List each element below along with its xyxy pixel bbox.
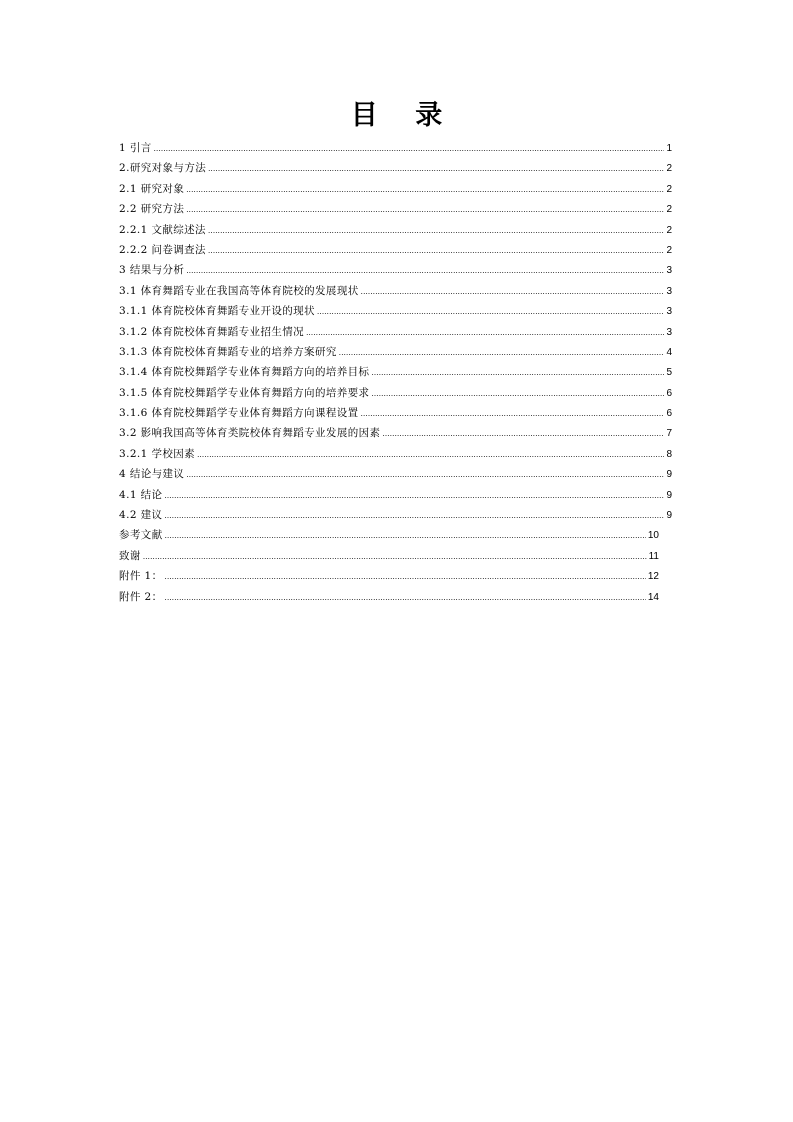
- toc-dot-leader: [361, 404, 665, 424]
- toc-page-number: 1: [666, 143, 672, 154]
- toc-dot-leader: [186, 465, 664, 485]
- toc-page-number: 3: [666, 306, 672, 318]
- toc-entry-label: 3.1 体育舞蹈专业在我国高等体育院校的发展现状: [119, 284, 359, 297]
- toc-title: 目 录: [350, 100, 457, 131]
- toc-dot-leader: [371, 384, 664, 404]
- toc-dot-leader: [197, 445, 664, 465]
- toc-page-number: 11: [648, 550, 659, 562]
- toc-entry[interactable]: [119, 342, 672, 362]
- toc-dot-leader: [208, 221, 664, 241]
- toc-entry-label: 3.1.1 体育院校体育舞蹈专业开设的现状: [119, 305, 315, 318]
- toc-entry-label: 附件 2：: [119, 590, 163, 603]
- toc-dot-leader: [186, 180, 664, 200]
- toc-page-number: 2: [666, 183, 672, 195]
- toc-page-number: 2: [666, 163, 672, 175]
- toc-entry[interactable]: [119, 403, 672, 423]
- toc-dot-leader: [361, 282, 665, 302]
- toc-entry-label: 2.1 研究对象: [119, 182, 185, 195]
- toc-entry[interactable]: [119, 199, 672, 219]
- toc-entry[interactable]: [119, 505, 672, 525]
- toc-page-number: 9: [666, 469, 672, 481]
- toc-dot-leader: [186, 261, 664, 281]
- toc-entry[interactable]: [119, 322, 672, 342]
- toc-entry[interactable]: [119, 301, 672, 321]
- toc-page-number: 9: [666, 510, 672, 522]
- toc-dot-leader: [382, 424, 664, 444]
- toc-dot-leader: [317, 302, 664, 322]
- toc-page-number: 10: [647, 530, 659, 542]
- toc-dot-leader: [164, 506, 664, 526]
- toc-entry-label: 3.1.5 体育院校舞蹈学专业体育舞蹈方向的培养要求: [119, 386, 370, 399]
- toc-entry[interactable]: [119, 525, 659, 545]
- table-of-contents: [119, 138, 672, 607]
- toc-entry[interactable]: [119, 444, 672, 464]
- toc-entry[interactable]: [119, 138, 672, 158]
- toc-page-number: 3: [666, 265, 672, 277]
- toc-entry-label: 4.2 建议: [119, 509, 163, 522]
- toc-entry-label: 2.研究对象与方法: [119, 162, 207, 175]
- toc-page-number: 5: [666, 367, 672, 379]
- toc-entry-label: 2.2.1 文献综述法: [119, 223, 206, 236]
- toc-page-number: 3: [666, 326, 672, 338]
- toc-entry-label: 3.2 影响我国高等体育类院校体育舞蹈专业发展的因素: [119, 427, 381, 440]
- toc-entry-label: 3.2.1 学校因素: [119, 447, 196, 460]
- toc-dot-leader: [165, 526, 646, 546]
- toc-dot-leader: [306, 323, 664, 343]
- toc-entry[interactable]: [119, 383, 672, 403]
- toc-dot-leader: [208, 159, 664, 179]
- toc-entry[interactable]: [119, 220, 672, 240]
- toc-entry-label: 致谢: [119, 549, 141, 562]
- toc-entry-label: 3.1.4 体育院校舞蹈学专业体育舞蹈方向的培养目标: [119, 366, 370, 379]
- toc-page-number: 12: [647, 571, 659, 583]
- toc-dot-leader: [164, 486, 664, 506]
- toc-entry-label: 3.1.6 体育院校舞蹈学专业体育舞蹈方向课程设置: [119, 407, 359, 420]
- toc-page-number: 8: [666, 448, 672, 460]
- toc-entry[interactable]: [119, 485, 672, 505]
- toc-dot-leader: [339, 343, 665, 363]
- toc-entry[interactable]: [119, 240, 672, 260]
- toc-entry-label: 4.1 结论: [119, 488, 163, 501]
- toc-dot-leader: [165, 588, 646, 608]
- toc-page-number: 14: [647, 591, 659, 603]
- toc-entry[interactable]: [119, 587, 659, 607]
- toc-dot-leader: [371, 363, 664, 383]
- toc-entry[interactable]: [119, 362, 672, 382]
- toc-entry[interactable]: [119, 566, 659, 586]
- toc-entry[interactable]: [119, 281, 672, 301]
- toc-entry-label: 2.2 研究方法: [119, 203, 185, 216]
- toc-entry-label: 1 引言: [119, 142, 152, 154]
- toc-entry[interactable]: [119, 260, 672, 280]
- toc-page-number: 2: [666, 224, 672, 236]
- toc-dot-leader: [165, 567, 646, 587]
- toc-page-number: 6: [666, 387, 672, 399]
- toc-entry-label: 3.1.3 体育院校体育舞蹈专业的培养方案研究: [119, 345, 337, 358]
- toc-entry-label: 3 结果与分析: [119, 264, 185, 277]
- toc-dot-leader: [208, 241, 664, 261]
- toc-page-number: 6: [666, 408, 672, 420]
- toc-entry-label: 3.1.2 体育院校体育舞蹈专业招生情况: [119, 325, 305, 338]
- toc-entry-label: 2.2.2 问卷调查法: [119, 243, 206, 256]
- toc-dot-leader: [154, 139, 665, 159]
- toc-entry-label: 参考文献: [119, 529, 163, 542]
- toc-dot-leader: [143, 547, 647, 567]
- toc-page-number: 2: [666, 244, 672, 256]
- toc-entry[interactable]: [119, 464, 672, 484]
- toc-entry-label: 附件 1：: [119, 570, 163, 583]
- toc-page-number: 9: [666, 489, 672, 501]
- toc-page-number: 7: [666, 428, 672, 440]
- toc-entry[interactable]: [119, 423, 672, 443]
- toc-entry[interactable]: [119, 546, 659, 566]
- toc-entry[interactable]: [119, 179, 672, 199]
- toc-dot-leader: [186, 200, 664, 220]
- toc-page-number: 4: [666, 346, 672, 358]
- toc-entry[interactable]: [119, 158, 672, 178]
- toc-page-number: 3: [666, 285, 672, 297]
- toc-entry-label: 4 结论与建议: [119, 468, 185, 481]
- toc-page-number: 2: [666, 204, 672, 216]
